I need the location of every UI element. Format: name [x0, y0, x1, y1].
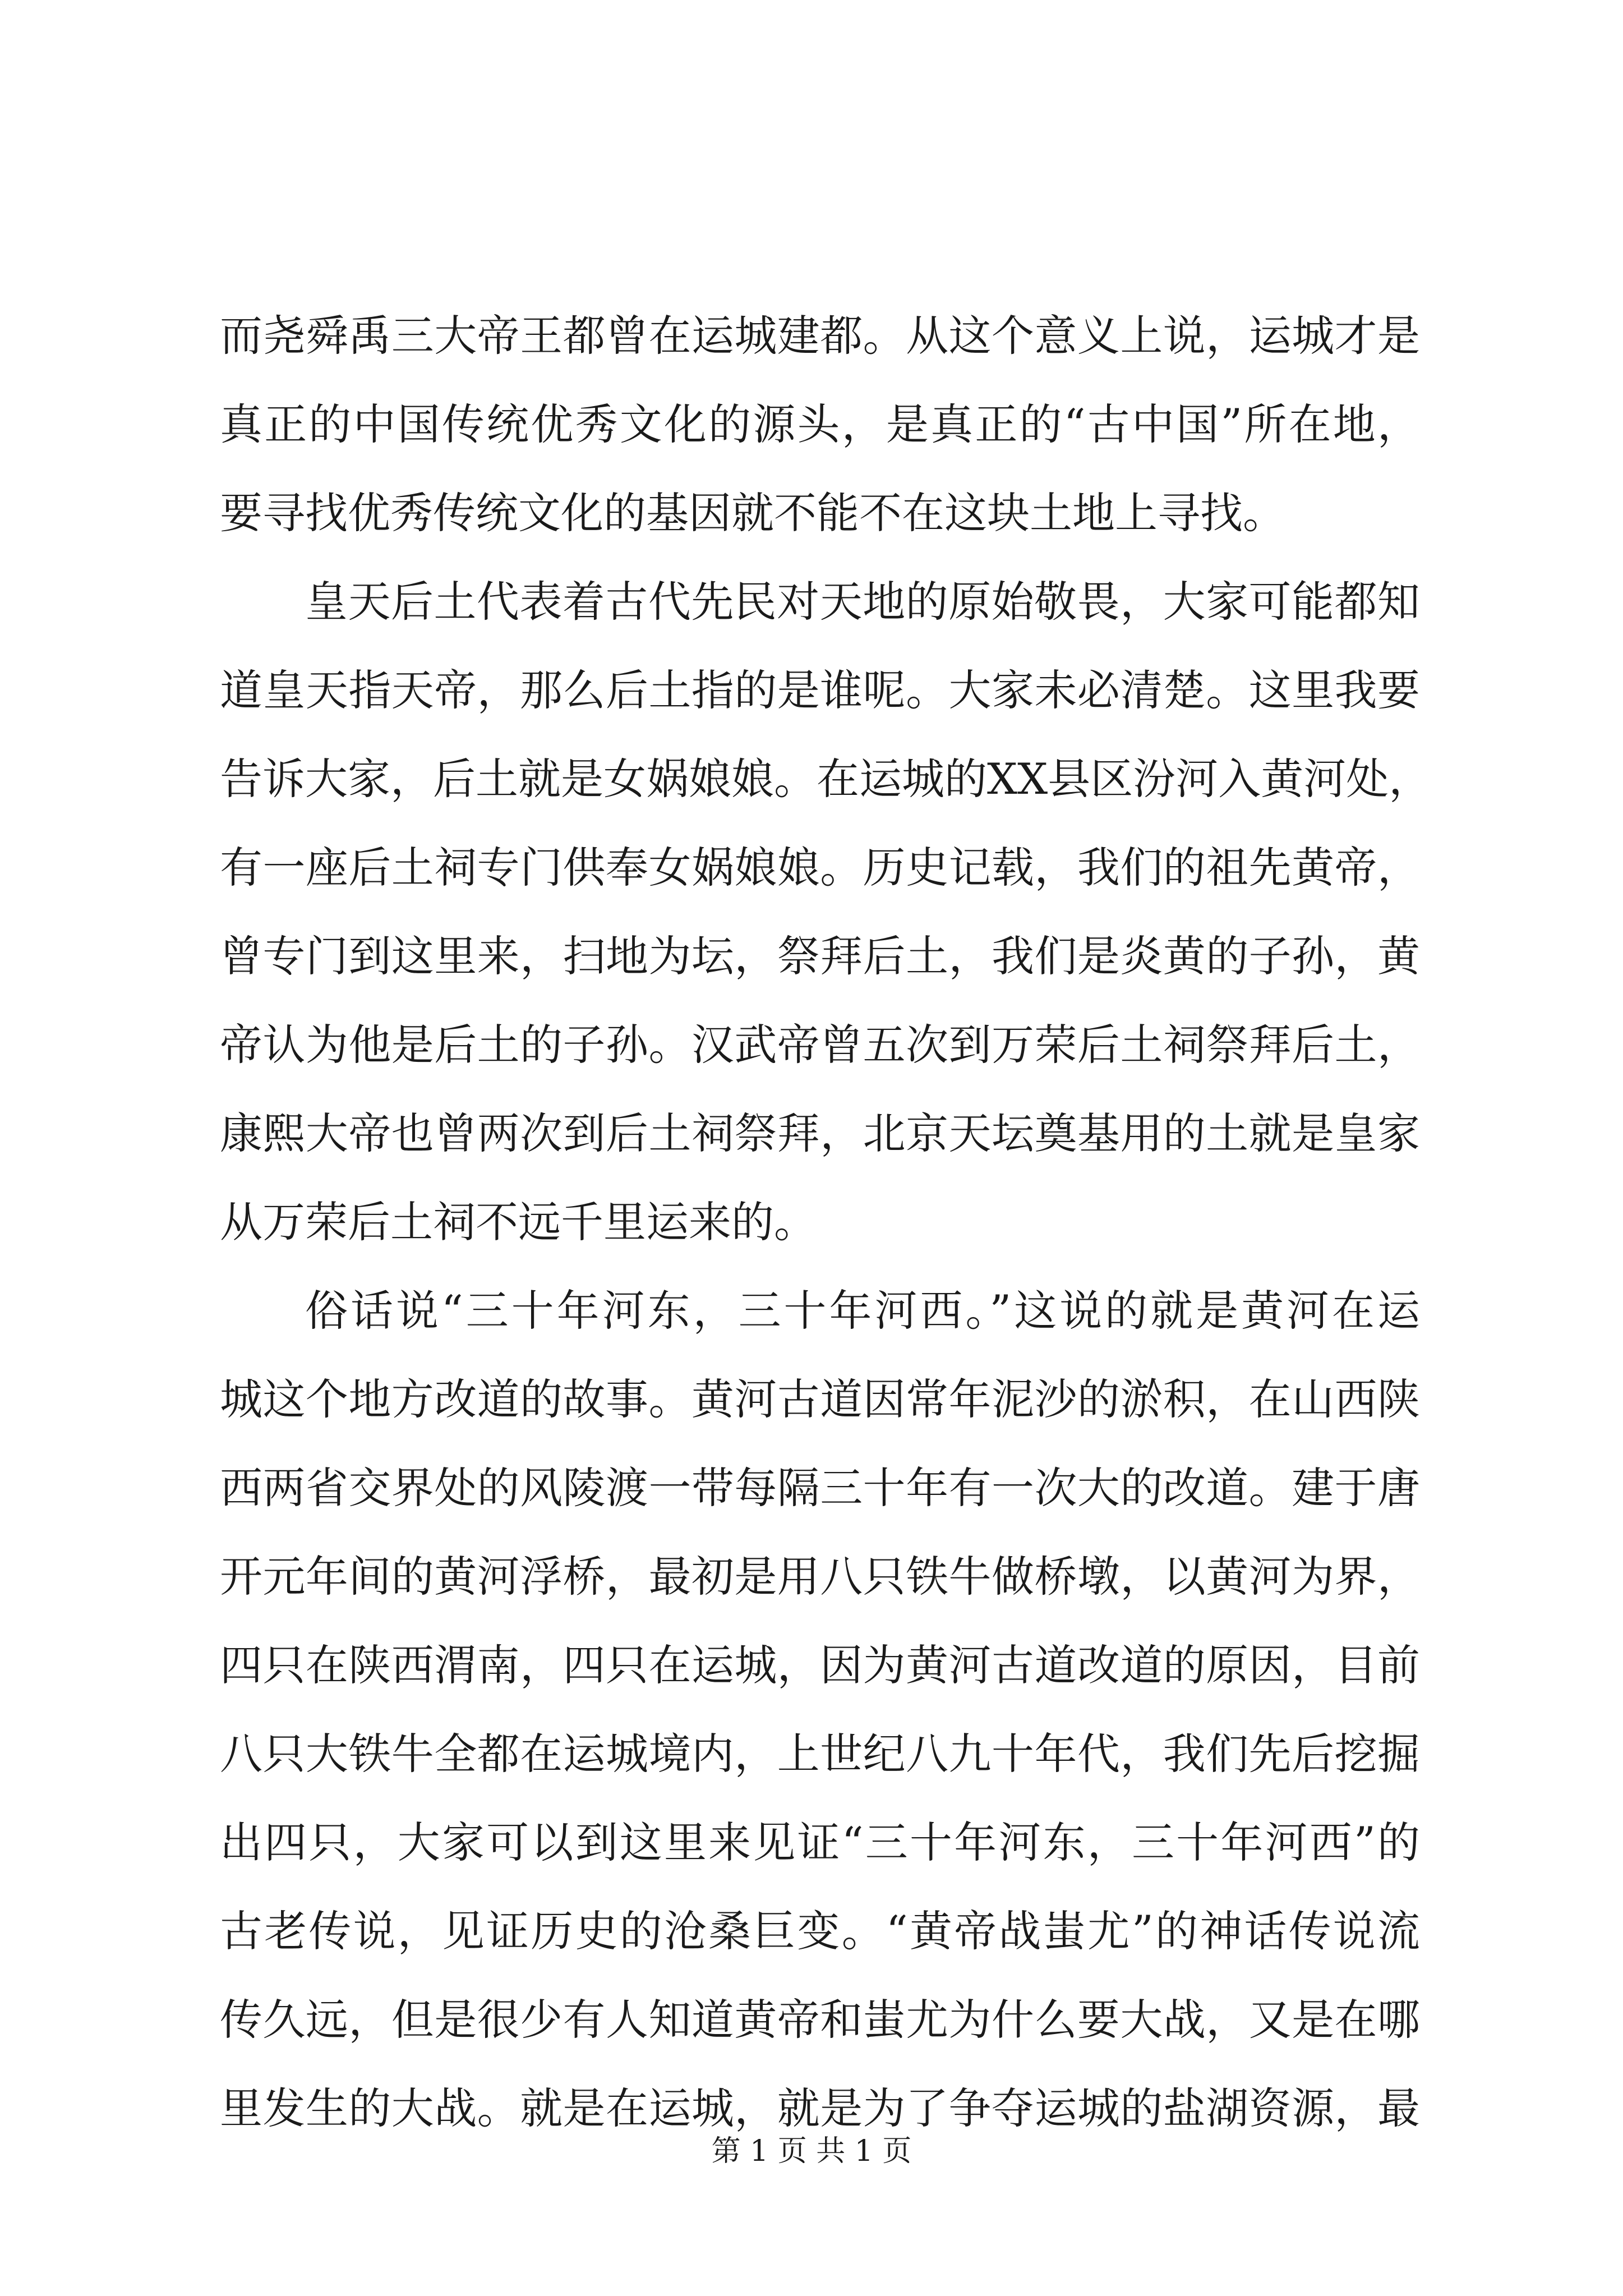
text-line: 从万荣后土祠不远千里运来的。 [220, 1197, 817, 1247]
text-line: 皇天后土代表着古代先民对天地的原始敬畏，大家可能都知 [305, 577, 1420, 627]
text-line: 有一座后土祠专门供奉女娲娘娘。历史记载，我们的祖先黄帝， [220, 843, 1420, 892]
body-text [220, 292, 1432, 2153]
text-line: 古老传说，见证历史的沧桑巨变。“黄帝战蚩尤”的神话传说流 [220, 1906, 1420, 1956]
text-line: 四只在陕西渭南，四只在运城，因为黄河古道改道的原因，目前 [220, 1640, 1420, 1690]
text-line: 里发生的大战。就是在运城，就是为了争夺运城的盐湖资源，最 [220, 2083, 1420, 2133]
text-line: 而尧舜禹三大帝王都曾在运城建都。从这个意义上说，运城才是 [220, 311, 1420, 361]
text-line: 出四只，大家可以到这里来见证“三十年河东，三十年河西”的 [220, 1818, 1420, 1867]
text-line: 康熙大帝也曾两次到后土祠祭拜，北京天坛奠基用的土就是皇家 [220, 1108, 1420, 1158]
page-footer: 第 1 页 共 1 页 [711, 2134, 912, 2168]
text-line: 传久远，但是很少有人知道黄帝和蚩尤为什么要大战，又是在哪 [220, 1995, 1420, 2045]
text-line: 道皇天指天帝，那么后土指的是谁呢。大家未必清楚。这里我要 [220, 665, 1420, 715]
text-line: 真正的中国传统优秀文化的源头，是真正的“古中国”所在地， [220, 399, 1420, 449]
text-line: 告诉大家，后土就是女娲娘娘。在运城的XX县区汾河入黄河处， [220, 754, 1432, 804]
text-line: 要寻找优秀传统文化的基因就不能不在这块土地上寻找。 [220, 488, 1285, 538]
text-line: 开元年间的黄河浮桥，最初是用八只铁牛做桥墩，以黄河为界， [220, 1552, 1420, 1602]
text-line: 城这个地方改道的故事。黄河古道因常年泥沙的淤积，在山西陕 [220, 1374, 1420, 1424]
text-line: 八只大铁牛全都在运城境内，上世纪八九十年代，我们先后挖掘 [220, 1729, 1420, 1779]
text-line: 俗话说“三十年河东，三十年河西。”这说的就是黄河在运 [305, 1286, 1420, 1336]
text-line: 帝认为他是后土的子孙。汉武帝曾五次到万荣后土祠祭拜后土， [220, 1020, 1420, 1070]
text-line: 西两省交界处的风陵渡一带每隔三十年有一次大的改道。建于唐 [220, 1463, 1420, 1513]
text-line: 曾专门到这里来，扫地为坛，祭拜后土，我们是炎黄的子孙，黄 [220, 931, 1420, 981]
